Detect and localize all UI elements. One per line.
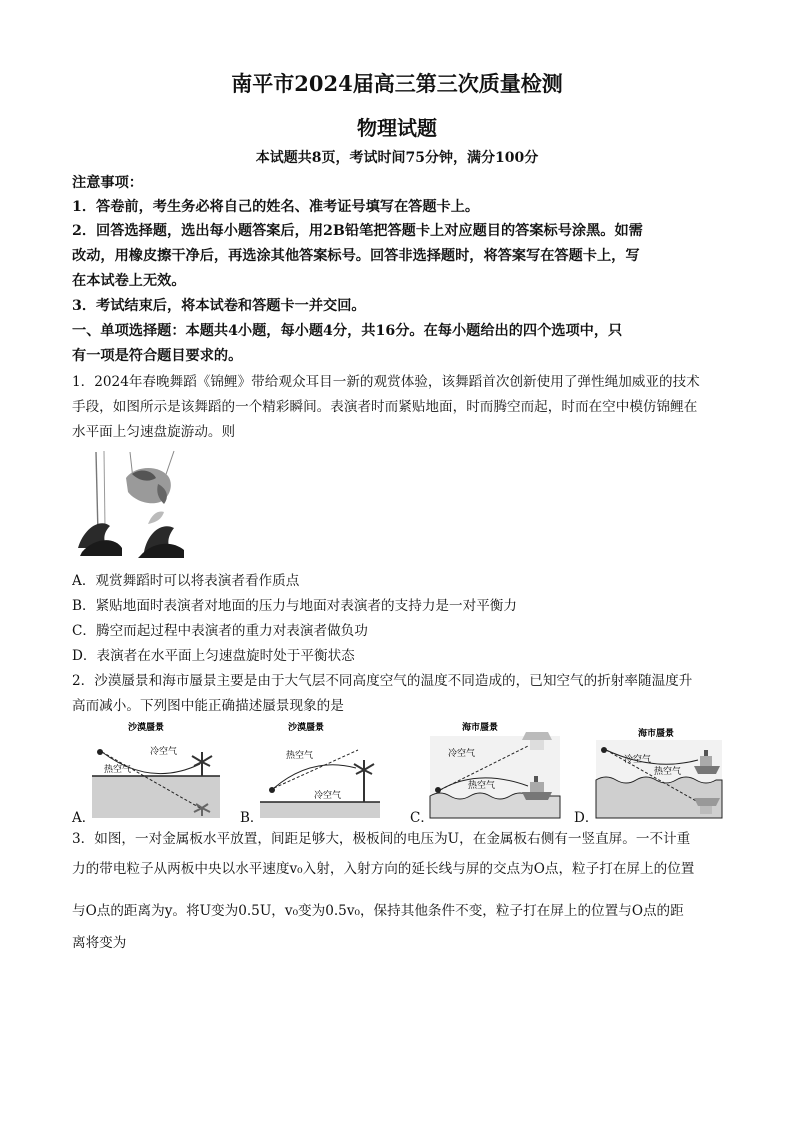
eye-icon <box>601 747 607 753</box>
cold-air-label: 冷空气 <box>448 749 476 759</box>
notice-line: 3．考试结束后，将本试卷和答题卡一并交回。 <box>72 298 366 314</box>
notice-line: 1．答卷前，考生务必将自己的姓名、准考证号填写在答题卡上。 <box>72 199 480 215</box>
palm-tree-icon <box>354 760 374 802</box>
dance-photo <box>74 448 190 560</box>
section-heading: 一、单项选择题：本题共4小题，每小题4分，共16分。在每小题给出的四个选项中，只 <box>72 323 623 339</box>
cold-air-label: 冷空气 <box>314 791 342 801</box>
q1-option-d: D．表演者在水平面上匀速盘旋时处于平衡状态 <box>72 648 355 664</box>
hot-air-label: 热空气 <box>468 781 496 791</box>
notice-line: 2．回答选择题，选出每小题答案后，用2B铅笔把答题卡上对应题目的答案标号涂黑。如需 <box>72 223 643 239</box>
q2-option-c-label: C． <box>410 810 434 826</box>
q1-option-c: C．腾空而起过程中表演者的重力对表演者做负功 <box>72 623 368 639</box>
figure-caption: 海市蜃景 <box>638 729 675 739</box>
palm-tree-icon <box>192 752 212 776</box>
q3-stem: 力的带电粒子从两板中央以水平速度v₀入射，入射方向的延长线与屏的交点为O点，粒子打在屏上的位置 <box>72 861 695 877</box>
q2-figure-a <box>90 716 240 820</box>
subject-title: 物理试题 <box>357 116 437 140</box>
q1-stem: 水平面上匀速盘旋游动。则 <box>72 424 236 440</box>
q2-option-a-label: A． <box>72 810 96 826</box>
q3-stem: 离将变为 <box>72 935 127 951</box>
figure-caption: 海市蜃景 <box>462 723 499 733</box>
q2-figure-d <box>594 716 744 820</box>
exam-info: 本试题共8页，考试时间75分钟，满分100分 <box>255 150 539 166</box>
cold-air-label: 冷空气 <box>150 747 178 757</box>
q2-figure-b <box>258 716 408 820</box>
section-heading: 有一项是符合题目要求的。 <box>72 348 243 364</box>
q2-stem: 2．沙漠蜃景和海市蜃景主要是由于大气层不同高度空气的温度不同造成的，已知空气的折射率随温度升 <box>72 673 693 689</box>
eye-icon <box>97 749 103 755</box>
notice-line: 改动，用橡皮擦干净后，再选涂其他答案标号。回答非选择题时，将答案写在答题卡上，写 <box>72 248 640 264</box>
exam-title: 南平市2024届高三第三次质量检测 <box>231 71 563 96</box>
q3-stem: 3．如图，一对金属板水平放置，间距足够大，极板间的电压为U，在金属板右侧有一竖直屏。一不计重 <box>72 831 691 847</box>
hot-air-label: 热空气 <box>104 765 132 775</box>
q1-stem: 1．2024年春晚舞蹈《锦鲤》带给观众耳目一新的观赏体验，该舞蹈首次创新使用了弹性绳加威亚的技术 <box>72 374 700 390</box>
q1-option-b: B．紧贴地面时表演者对地面的压力与地面对表演者的支持力是一对平衡力 <box>72 598 517 614</box>
notice-line: 在本试卷上无效。 <box>72 273 186 289</box>
cold-air-label: 冷空气 <box>624 755 652 765</box>
figure-caption: 沙漠蜃景 <box>288 723 325 733</box>
eye-icon <box>269 787 275 793</box>
q2-option-d-label: D． <box>574 810 599 826</box>
hot-air-label: 热空气 <box>654 767 682 777</box>
q1-option-a: A．观赏舞蹈时可以将表演者看作质点 <box>72 573 300 589</box>
eye-icon <box>435 787 441 793</box>
q2-option-b-label: B． <box>240 810 264 826</box>
notice-heading: 注意事项： <box>72 175 143 191</box>
figure-caption: 沙漠蜃景 <box>128 723 165 733</box>
q3-stem: 与O点的距离为y。将U变为0.5U，v₀变为0.5v₀，保持其他条件不变，粒子打在屏上的位置与O点的距 <box>72 903 684 919</box>
q2-stem: 高而减小。下列图中能正确描述蜃景现象的是 <box>72 698 344 714</box>
hot-air-label: 热空气 <box>286 751 314 761</box>
q2-figure-c <box>428 716 578 820</box>
q1-stem: 手段，如图所示是该舞蹈的一个精彩瞬间。表演者时而紧贴地面，时而腾空而起，时而在空中模仿锦鲤在 <box>72 399 698 415</box>
